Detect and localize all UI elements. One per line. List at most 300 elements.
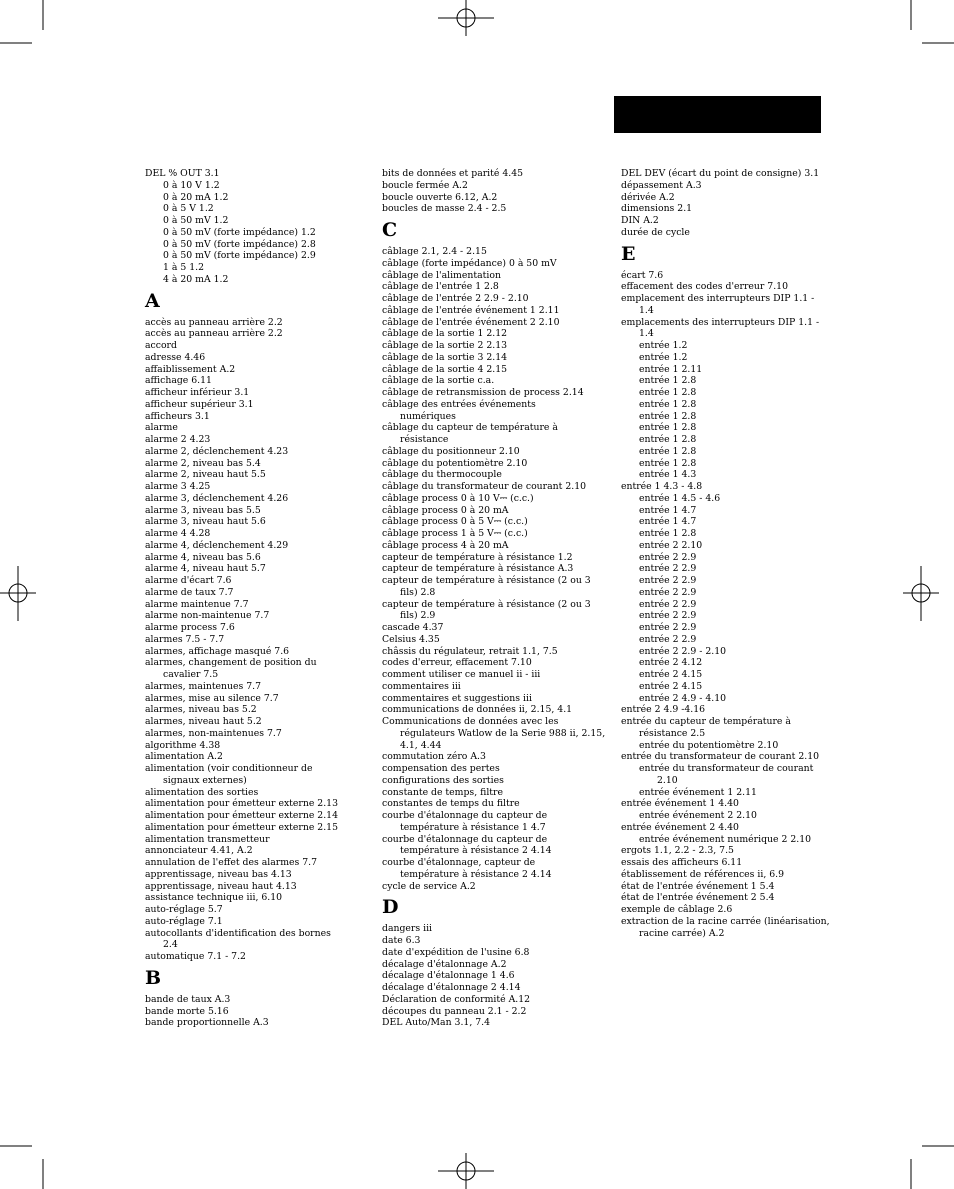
entry-text: courbe d'étalonnage du capteur de: [382, 833, 548, 845]
index-subentry: [621, 763, 847, 787]
index-entry: [382, 192, 608, 204]
entry-text: 0 à 5 V 1.2: [163, 203, 214, 215]
index-subentry: [621, 422, 847, 434]
entry-text: apprentissage, niveau haut 4.13: [145, 880, 297, 892]
index-entry: [382, 923, 608, 935]
index-subentry: [621, 810, 847, 822]
entry-text: 0 à 50 mV (forte impédance) 2.9: [163, 250, 316, 262]
entry-text: affaiblissement A.2: [145, 363, 236, 375]
entry-text: auto-réglage 5.7: [145, 904, 223, 915]
entry-text: capteur de température à résistance 1.2: [382, 551, 573, 563]
entry-text: câblage de l'alimentation: [382, 269, 501, 281]
index-entry: [382, 458, 608, 470]
entry-text: entrée événement numérique 2 2.10: [639, 833, 812, 845]
index-entry: [145, 399, 371, 411]
index-entry: [145, 387, 371, 399]
index-subentry: [621, 493, 847, 505]
entry-text: emplacement des interrupteurs DIP 1.1 -: [621, 293, 815, 304]
entry-text: dangers iii: [382, 923, 433, 935]
entry-text: câblage process 1 à 5 V⎓ (c.c.): [382, 528, 528, 539]
entry-text: état de l'entrée événement 2 5.4: [621, 892, 775, 904]
entry-text: entrée 2 2.9 - 2.10: [639, 645, 727, 657]
entry-text: 0 à 50 mV (forte impédance) 2.8: [163, 238, 316, 250]
entry-text: câblage de la sortie 2 2.13: [382, 340, 508, 351]
entry-text: entrée 1 4.7: [639, 516, 697, 528]
entry-text: compensation des pertes: [382, 763, 500, 774]
index-entry: [145, 869, 371, 881]
entry-text: alimentation A.2: [145, 751, 223, 763]
entry-text: bande proportionnelle A.3: [145, 1017, 269, 1029]
index-entry: [382, 258, 608, 270]
index-subentry: [621, 681, 847, 693]
index-entry: [382, 881, 608, 893]
index-entry: [621, 481, 847, 493]
index-entry: [145, 168, 371, 180]
entry-continuation: 1.4: [639, 304, 654, 316]
entry-text: 0 à 50 mV 1.2: [163, 215, 229, 226]
entry-text: entrée 1 2.8: [639, 445, 697, 457]
index-entry: [145, 434, 371, 446]
index-subentry: [621, 364, 847, 376]
index-subentry: [621, 599, 847, 611]
index-subentry: [621, 787, 847, 799]
index-entry: [382, 1006, 608, 1018]
entry-continuation: résistance: [400, 434, 449, 445]
index-entry: [145, 493, 371, 505]
index-entry: [382, 681, 608, 693]
entry-text: ergots 1.1, 2.2 - 2.3, 7.5: [621, 845, 734, 857]
entry-text: câblage de l'entrée événement 2 2.10: [382, 316, 560, 328]
index-subentry: [621, 552, 847, 564]
entry-text: alarme de taux 7.7: [145, 586, 234, 598]
entry-text: dérivée A.2: [621, 191, 675, 203]
index-entry: [382, 575, 608, 599]
index-entry: [145, 458, 371, 470]
index-entry: [621, 845, 847, 857]
index-entry: [145, 845, 371, 857]
index-entry: [145, 822, 371, 834]
index-entry: [382, 505, 608, 517]
entry-continuation: régulateurs Watlow de la Serie 988 ii, 2.15, 4.1, 4.44: [400, 727, 606, 751]
index-entry: [382, 305, 608, 317]
entry-text: alarme 2, déclenchement 4.23: [145, 445, 289, 457]
entry-text: entrée 2 2.9: [639, 551, 697, 563]
index-subentry: [145, 227, 371, 239]
index-subentry: [621, 610, 847, 622]
entry-text: câblage de la sortie c.a.: [382, 375, 495, 387]
entry-text: affichage 6.11: [145, 375, 212, 387]
index-entry: [145, 763, 371, 787]
entry-text: algorithme 4.38: [145, 739, 221, 751]
index-entry: [621, 716, 847, 740]
section-letter: E: [621, 242, 636, 265]
index-entry: [621, 203, 847, 215]
entry-text: câblage de l'entrée événement 1 2.11: [382, 304, 560, 316]
index-entry: [382, 481, 608, 493]
index-entry: [382, 552, 608, 564]
entry-text: alimentation transmetteur: [145, 833, 270, 845]
index-entry: [145, 552, 371, 564]
entry-text: courbe d'étalonnage du capteur de: [382, 810, 548, 821]
index-entry: [145, 693, 371, 705]
index-subentry: [621, 634, 847, 646]
index-entry: [382, 364, 608, 376]
entry-text: alarme 4 4.28: [145, 528, 211, 539]
entry-text: auto-réglage 7.1: [145, 915, 223, 927]
index-entry: [382, 352, 608, 364]
index-entry: [145, 657, 371, 681]
index-entry: [621, 881, 847, 893]
index-entry: [145, 469, 371, 481]
entry-text: entrée 2 2.9: [639, 575, 697, 586]
entry-text: câblage du potentiomètre 2.10: [382, 457, 528, 469]
index-subentry: [145, 203, 371, 215]
entry-text: alimentation pour émetteur externe 2.14: [145, 810, 339, 821]
index-entry: [382, 168, 608, 180]
index-entry: [145, 622, 371, 634]
entry-text: entrée 1 2.8: [639, 387, 697, 398]
index-entry: [382, 469, 608, 481]
entry-text: entrée du transformateur de courant 2.10: [621, 751, 820, 763]
index-entry: [145, 751, 371, 763]
entry-text: boucle fermée A.2: [382, 179, 468, 191]
entry-text: établissement de références ii, 6.9: [621, 868, 785, 880]
index-entry: [382, 657, 608, 669]
entry-text: 0 à 10 V 1.2: [163, 179, 220, 191]
entry-text: bits de données et parité 4.45: [382, 168, 524, 179]
index-entry: [382, 704, 608, 716]
index-entry: [382, 387, 608, 399]
entry-text: câblage des entrées événements: [382, 398, 536, 410]
index-entry: [145, 610, 371, 622]
entry-continuation: 2.10: [657, 774, 678, 786]
entry-text: alarmes 7.5 - 7.7: [145, 633, 225, 645]
entry-text: boucles de masse 2.4 - 2.5: [382, 203, 507, 215]
index-subentry: [621, 563, 847, 575]
index-entry: [382, 317, 608, 329]
entry-text: entrée 2 2.9: [639, 633, 697, 645]
entry-text: câblage 2.1, 2.4 - 2.15: [382, 246, 487, 257]
index-entry: [382, 763, 608, 775]
index-subentry: [621, 834, 847, 846]
entry-text: décalage d'étalonnage 2 4.14: [382, 982, 521, 993]
index-entry: [621, 798, 847, 810]
entry-text: entrée 2 4.9 - 4.10: [639, 692, 727, 704]
index-entry: [145, 951, 371, 963]
index-entry: [621, 215, 847, 227]
entry-text: alarme 4, déclenchement 4.29: [145, 539, 289, 551]
entry-text: entrée 1.2: [639, 340, 688, 351]
index-subentry: [621, 469, 847, 481]
entry-text: annulation de l'effet des alarmes 7.7: [145, 857, 318, 868]
index-subentry: [621, 458, 847, 470]
index-entry: [382, 669, 608, 681]
entry-text: câblage process 0 à 10 V⎓ (c.c.): [382, 492, 534, 504]
entry-text: cascade 4.37: [382, 622, 444, 633]
entry-text: entrée 2 4.9 -4.16: [621, 704, 706, 716]
entry-text: cycle de service A.2: [382, 880, 476, 892]
entry-text: alarmes, affichage masqué 7.6: [145, 645, 290, 657]
index-entry: [145, 634, 371, 646]
entry-text: alimentation pour émetteur externe 2.15: [145, 821, 339, 833]
index-entry: [621, 270, 847, 282]
index-entry: [382, 270, 608, 282]
index-entry: [382, 399, 608, 423]
entry-text: entrée 2 2.10: [639, 539, 703, 551]
entry-text: codes d'erreur, effacement 7.10: [382, 657, 532, 669]
index-subentry: [621, 352, 847, 364]
entry-text: 4 à 20 mA 1.2: [163, 273, 229, 285]
index-entry: [621, 281, 847, 293]
index-column-3: [621, 168, 847, 939]
index-subentry: [621, 387, 847, 399]
entry-text: entrée 2 2.9: [639, 610, 697, 622]
index-entry: [145, 505, 371, 517]
index-entry: [382, 246, 608, 258]
index-entry: [382, 203, 608, 215]
header-tab-block: [614, 96, 821, 133]
entry-text: alarme 2, niveau bas 5.4: [145, 457, 261, 469]
index-entry: [382, 810, 608, 834]
entry-text: alarme 2, niveau haut 5.5: [145, 469, 266, 481]
entry-text: DEL % OUT 3.1: [145, 168, 220, 179]
index-subentry: [621, 622, 847, 634]
entry-text: accès au panneau arrière 2.2: [145, 328, 283, 340]
index-entry: [145, 892, 371, 904]
entry-text: entrée événement 1 4.40: [621, 798, 739, 810]
entry-text: durée de cycle: [621, 226, 690, 238]
entry-continuation: fils) 2.9: [400, 610, 436, 622]
entry-text: alarme 3 4.25: [145, 481, 211, 492]
index-subentry: [145, 239, 371, 251]
entry-continuation: température à résistance 2 4.14: [400, 868, 552, 880]
entry-text: alarme 4, niveau bas 5.6: [145, 551, 261, 563]
entry-text: dépassement A.3: [621, 179, 702, 191]
entry-text: câblage de la sortie 3 2.14: [382, 351, 508, 363]
index-entry: [621, 857, 847, 869]
index-subentry: [145, 262, 371, 274]
index-entry: [382, 528, 608, 540]
index-entry: [382, 634, 608, 646]
entry-text: commentaires et suggestions iii: [382, 692, 532, 704]
index-entry: [621, 822, 847, 834]
entry-text: câblage de l'entrée 2 2.9 - 2.10: [382, 293, 529, 304]
entry-text: constante de temps, filtre: [382, 786, 503, 798]
index-entry: [145, 599, 371, 611]
index-entry: [382, 834, 608, 858]
index-entry: [621, 869, 847, 881]
index-entry: [382, 281, 608, 293]
entry-continuation: racine carrée) A.2: [639, 927, 725, 939]
entry-text: entrée 2 4.15: [639, 680, 703, 692]
index-subentry: [621, 693, 847, 705]
entry-text: câblage de l'entrée 1 2.8: [382, 281, 499, 293]
entry-text: constantes de temps du filtre: [382, 798, 520, 810]
entry-text: DIN A.2: [621, 215, 659, 226]
entry-text: emplacements des interrupteurs DIP 1.1 -: [621, 316, 820, 328]
index-entry: [145, 916, 371, 928]
index-subentry: [621, 516, 847, 528]
entry-text: configurations des sorties: [382, 774, 504, 786]
entry-text: câblage (forte impédance) 0 à 50 mV: [382, 257, 557, 269]
index-entry: [382, 982, 608, 994]
entry-text: câblage de la sortie 1 2.12: [382, 328, 508, 340]
entry-continuation: 1.4: [639, 328, 654, 340]
index-entry: [145, 1017, 371, 1029]
index-entry: [382, 1017, 608, 1029]
entry-text: date 6.3: [382, 935, 421, 946]
entry-text: capteur de température à résistance A.3: [382, 563, 574, 575]
entry-text: entrée 2 2.9: [639, 563, 697, 575]
index-entry: [382, 622, 608, 634]
entry-text: automatique 7.1 - 7.2: [145, 951, 246, 962]
index-entry: [145, 375, 371, 387]
index-entry: [621, 180, 847, 192]
entry-text: alarmes, changement de position du: [145, 657, 317, 669]
index-entry: [382, 787, 608, 799]
index-entry: [621, 892, 847, 904]
entry-text: 1 à 5 1.2: [163, 262, 205, 273]
entry-text: châssis du régulateur, retrait 1.1, 7.5: [382, 645, 558, 657]
entry-text: commutation zéro A.3: [382, 751, 486, 763]
index-entry: [382, 340, 608, 352]
index-entry: [145, 857, 371, 869]
entry-text: alarme non-maintenue 7.7: [145, 610, 270, 622]
index-entry: [382, 716, 608, 751]
index-entry: [382, 375, 608, 387]
section-letter: C: [382, 219, 398, 241]
entry-text: découpes du panneau 2.1 - 2.2: [382, 1005, 527, 1017]
entry-text: alarmes, maintenues 7.7: [145, 680, 262, 692]
entry-text: entrée événement 1 2.11: [639, 786, 757, 798]
index-entry: [145, 904, 371, 916]
entry-continuation: 2.4: [163, 939, 178, 951]
index-entry: [621, 168, 847, 180]
entry-text: état de l'entrée événement 1 5.4: [621, 880, 775, 892]
index-entry: [145, 317, 371, 329]
entry-text: entrée 1 2.8: [639, 457, 697, 469]
index-entry: [145, 364, 371, 376]
index-column-2: [382, 168, 608, 1029]
index-entry: [145, 728, 371, 740]
index-entry: [145, 681, 371, 693]
entry-text: câblage du capteur de température à: [382, 422, 558, 434]
index-entry: [382, 775, 608, 787]
index-entry: [145, 352, 371, 364]
section-letter: B: [145, 966, 162, 989]
entry-text: DEL Auto/Man 3.1, 7.4: [382, 1017, 491, 1029]
entry-text: câblage du transformateur de courant 2.10: [382, 481, 587, 492]
entry-text: Communications de données avec les: [382, 716, 559, 727]
entry-text: afficheur supérieur 3.1: [145, 398, 254, 410]
index-entry: [145, 481, 371, 493]
section-letter: A: [145, 289, 160, 312]
entry-text: entrée du potentiomètre 2.10: [639, 739, 779, 751]
index-entry: [145, 1006, 371, 1018]
index-entry: [145, 716, 371, 728]
entry-text: entrée 1 2.8: [639, 528, 697, 539]
entry-text: alimentation pour émetteur externe 2.13: [145, 798, 339, 810]
index-subentry: [621, 646, 847, 658]
entry-text: entrée 1 4.5 - 4.6: [639, 492, 721, 504]
entry-text: accord: [145, 340, 177, 351]
entry-continuation: fils) 2.8: [400, 586, 436, 598]
index-entry: [145, 528, 371, 540]
index-entry: [145, 994, 371, 1006]
index-entry: [382, 293, 608, 305]
entry-text: alarmes, niveau haut 5.2: [145, 716, 262, 727]
entry-text: entrée 2 2.9: [639, 622, 697, 633]
index-subentry: [145, 274, 371, 286]
entry-continuation: température à résistance 1 4.7: [400, 821, 546, 833]
entry-text: entrée 2 2.9: [639, 586, 697, 598]
entry-text: décalage d'étalonnage 1 4.6: [382, 970, 515, 982]
index-subentry: [621, 587, 847, 599]
index-subentry: [621, 740, 847, 752]
entry-text: entrée événement 2 4.40: [621, 821, 739, 833]
entry-text: DEL DEV (écart du point de consigne) 3.1: [621, 168, 820, 179]
index-entry: [382, 970, 608, 982]
entry-text: alimentation des sorties: [145, 786, 259, 798]
entry-text: capteur de température à résistance (2 ou 3: [382, 598, 591, 610]
index-entry: [145, 798, 371, 810]
index-entry: [382, 947, 608, 959]
entry-text: dimensions 2.1: [621, 203, 693, 215]
entry-text: écart 7.6: [621, 269, 664, 281]
index-subentry: [621, 657, 847, 669]
entry-text: câblage du positionneur 2.10: [382, 445, 520, 457]
index-entry: [382, 599, 608, 623]
index-subentry: [621, 505, 847, 517]
index-entry: [145, 787, 371, 799]
entry-text: bande de taux A.3: [145, 993, 231, 1005]
index-subentry: [145, 215, 371, 227]
entry-text: alimentation (voir conditionneur de: [145, 763, 313, 774]
entry-text: entrée 2 4.12: [639, 657, 703, 669]
index-entry: [145, 540, 371, 552]
entry-text: commentaires iii: [382, 680, 461, 692]
index-entry: [145, 704, 371, 716]
entry-continuation: numériques: [400, 410, 456, 422]
entry-text: communications de données ii, 2.15, 4.1: [382, 704, 573, 716]
entry-text: alarmes, mise au silence 7.7: [145, 692, 279, 704]
index-entry: [145, 575, 371, 587]
entry-text: entrée 1 4.7: [639, 504, 697, 516]
index-entry: [382, 516, 608, 528]
index-entry: [621, 904, 847, 916]
entry-text: décalage d'étalonnage A.2: [382, 958, 507, 970]
entry-text: alarmes, niveau bas 5.2: [145, 704, 257, 716]
index-subentry: [621, 411, 847, 423]
index-subentry: [145, 180, 371, 192]
entry-text: entrée du transformateur de courant: [639, 763, 814, 774]
entry-text: entrée 1 2.8: [639, 422, 697, 434]
entry-text: câblage process 4 à 20 mA: [382, 539, 509, 551]
entry-text: autocollants d'identification des bornes: [145, 927, 331, 939]
entry-text: Celsius 4.35: [382, 633, 440, 645]
entry-text: câblage process 0 à 5 V⎓ (c.c.): [382, 516, 528, 528]
entry-continuation: cavalier 7.5: [163, 669, 219, 680]
index-entry: [382, 422, 608, 446]
index-entry: [145, 646, 371, 658]
index-entry: [621, 192, 847, 204]
entry-text: câblage du thermocouple: [382, 469, 502, 481]
entry-text: câblage de la sortie 4 2.15: [382, 363, 508, 375]
entry-text: câblage de retransmission de process 2.14: [382, 387, 584, 398]
index-entry: [382, 446, 608, 458]
index-entry: [621, 704, 847, 716]
entry-text: alarmes, non-maintenues 7.7: [145, 727, 282, 739]
